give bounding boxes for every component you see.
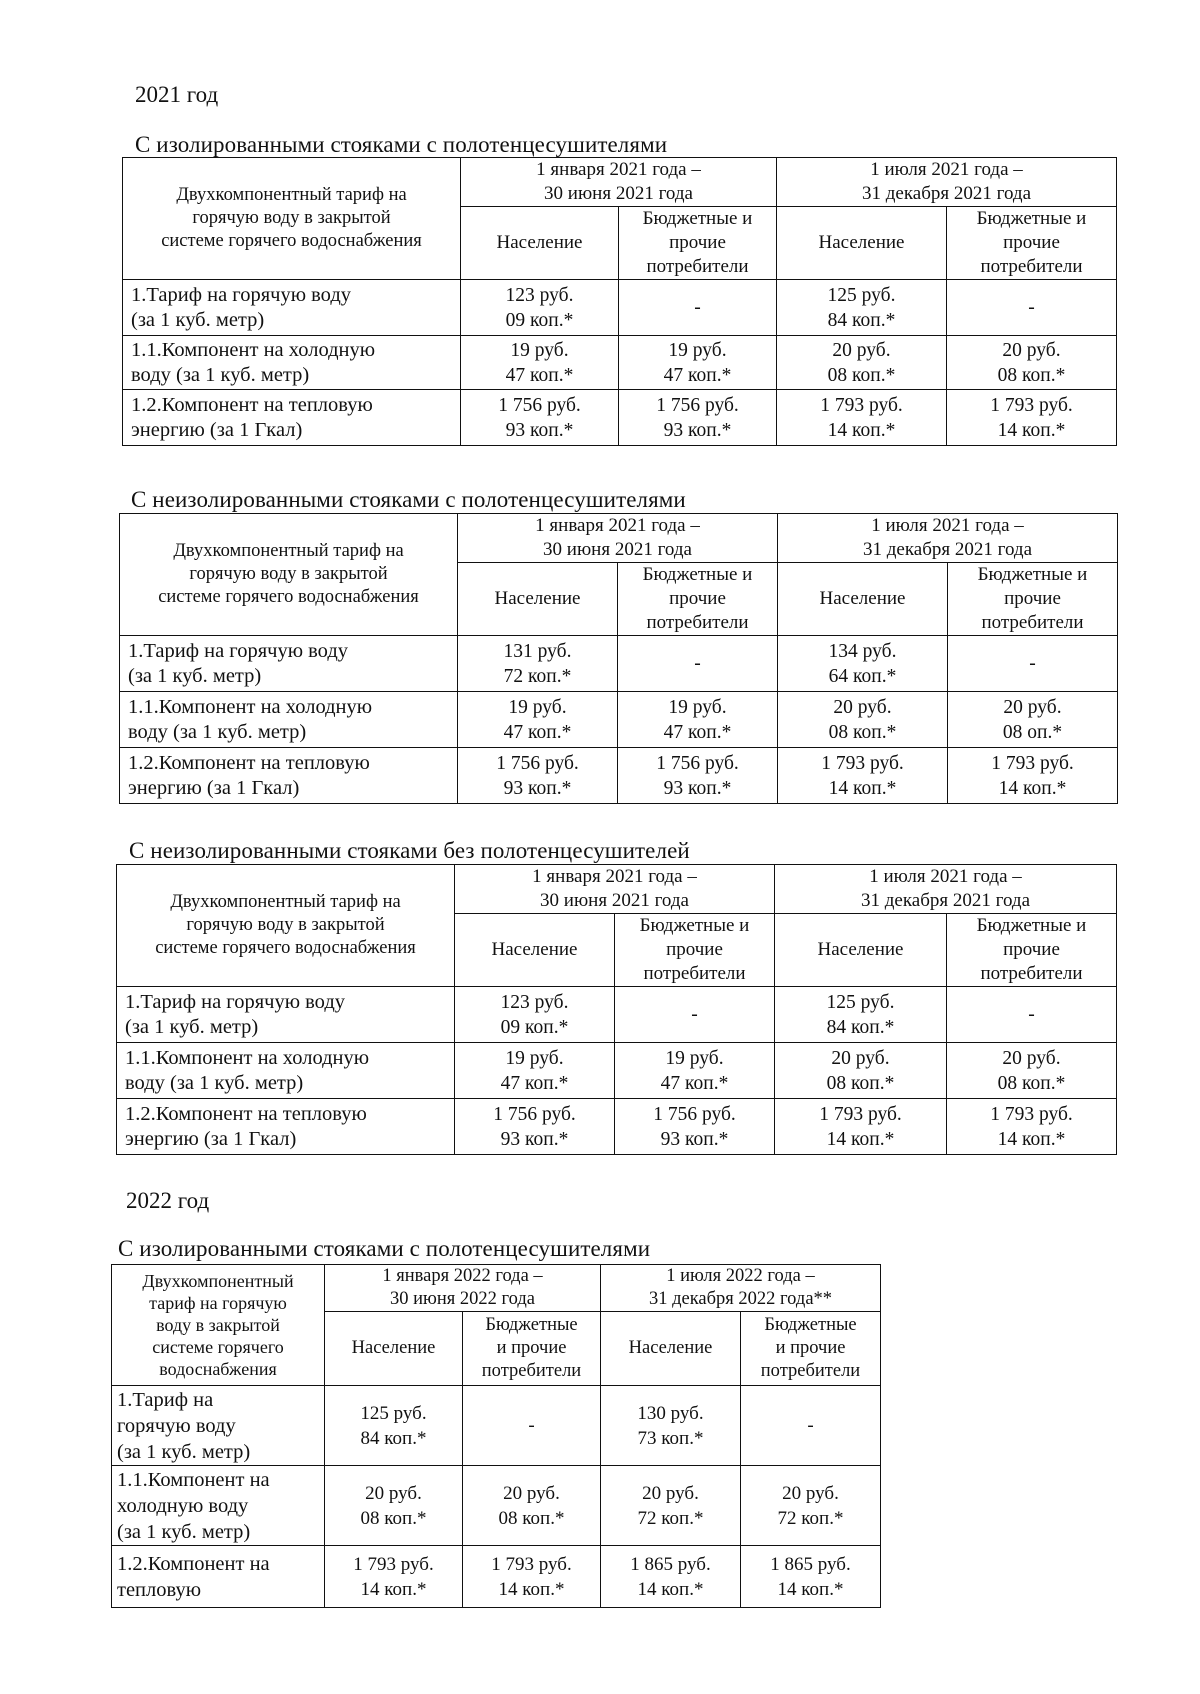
row-label	[117, 987, 455, 1043]
table-caption: С неизолированными стояками без полотенцесушителей	[129, 838, 690, 863]
tariff-value	[777, 390, 947, 446]
cell-line: 72 коп.*	[777, 1507, 844, 1529]
tariff-value	[458, 636, 618, 692]
table-row	[117, 1099, 1117, 1155]
subheader-population	[455, 914, 615, 987]
cell-line: Население	[819, 588, 906, 609]
cell-line: прочие	[669, 232, 726, 253]
cell-line: 1 756 руб.	[656, 752, 739, 774]
cell-line: 20 руб.	[1002, 339, 1061, 361]
cell-line: Население	[491, 939, 578, 960]
cell-line: 20 руб.	[833, 696, 892, 718]
cell-line: 72 коп.*	[503, 665, 572, 687]
cell-line: 30 июня 2021 года	[543, 539, 692, 560]
row-label	[120, 692, 458, 748]
cell-line: Население	[817, 939, 904, 960]
cell-line: 19 руб.	[505, 1047, 564, 1069]
cell-line: потребители	[980, 963, 1083, 984]
cell-line: 1 января 2021 года –	[535, 515, 700, 536]
cell-line: 131 руб.	[503, 640, 572, 662]
period-header	[455, 865, 775, 914]
tariff-value	[458, 748, 618, 804]
cell-line: -	[694, 653, 701, 674]
tariff-value	[775, 1099, 947, 1155]
cell-line: 1.1.Компонент на	[117, 1468, 270, 1491]
tariff-value	[458, 692, 618, 748]
cell-line: 31 декабря 2022 года**	[648, 1289, 833, 1309]
cell-line: 14 коп.*	[637, 1578, 704, 1600]
table-row	[117, 987, 1117, 1043]
cell-line: 20 руб.	[1003, 696, 1062, 718]
cell-line: (за 1 куб. метр)	[131, 308, 265, 331]
cell-line: прочие	[669, 588, 726, 609]
cell-line: 93 коп.*	[663, 777, 732, 799]
tariff-value	[325, 1466, 463, 1546]
cell-line: 64 коп.*	[828, 665, 897, 687]
cell-line: 125 руб.	[360, 1402, 427, 1424]
tariff-value	[947, 280, 1117, 336]
period-header	[778, 514, 1118, 563]
cell-line: 20 руб.	[1002, 1047, 1061, 1069]
cell-line: Население	[628, 1338, 713, 1358]
cell-line: Бюджетные	[764, 1315, 857, 1335]
tariff-value	[601, 1386, 741, 1466]
tariff-value	[455, 1043, 615, 1099]
subheader-population	[775, 914, 947, 987]
cell-line: энергию (за 1 Гкал)	[128, 776, 300, 799]
tariff-value	[461, 336, 619, 390]
cell-line: 1 января 2022 года –	[382, 1266, 543, 1286]
cell-line: 1 756 руб.	[496, 752, 579, 774]
cell-line: прочие	[1003, 232, 1060, 253]
cell-line: воду (за 1 куб. метр)	[128, 720, 307, 743]
cell-line: 1 865 руб.	[630, 1553, 711, 1575]
cell-line: 20 руб.	[832, 339, 891, 361]
cell-line: 08 коп.*	[997, 1072, 1066, 1094]
table-row	[123, 390, 1117, 446]
tariff-value	[948, 748, 1118, 804]
table-caption: С изолированными стояками с полотенцесушителями	[118, 1236, 651, 1261]
cell-line: (за 1 куб. метр)	[117, 1440, 251, 1463]
tariff-table	[116, 864, 1117, 1155]
cell-line: Бюджетные и	[639, 915, 750, 936]
cell-line: -	[1028, 1004, 1035, 1025]
cell-line: системе горячего водоснабжения	[161, 231, 422, 251]
cell-line: 20 руб.	[831, 1047, 890, 1069]
table-row	[120, 636, 1118, 692]
cell-line: 30 июня 2021 года	[540, 890, 689, 911]
cell-line: 1 756 руб.	[653, 1103, 736, 1125]
cell-line: 1 793 руб.	[821, 752, 904, 774]
cell-line: прочие	[1003, 939, 1060, 960]
subheader-budget	[615, 914, 775, 987]
cell-line: системе горячего водоснабжения	[155, 938, 416, 958]
cell-line: потребители	[481, 1361, 582, 1381]
cell-line: потребители	[646, 612, 749, 633]
cell-line: -	[694, 297, 701, 318]
cell-line: горячую воду в закрытой	[192, 208, 391, 228]
tariff-value	[618, 748, 778, 804]
cell-line: системе горячего водоснабжения	[158, 587, 419, 607]
cell-line: Население	[496, 232, 583, 253]
cell-line: 1 июля 2021 года –	[869, 866, 1022, 887]
cell-line: -	[528, 1415, 535, 1436]
cell-line: 47 коп.*	[505, 364, 574, 386]
row-label	[123, 280, 461, 336]
cell-line: 93 коп.*	[505, 419, 574, 441]
row-label	[120, 748, 458, 804]
cell-line: горячую воду в закрытой	[186, 915, 385, 935]
cell-line: 1.2.Компонент на тепловую	[131, 393, 373, 416]
cell-line: -	[1028, 297, 1035, 318]
cell-line: -	[1029, 653, 1036, 674]
cell-line: 31 декабря 2021 года	[863, 539, 1033, 560]
subheader-budget	[947, 914, 1117, 987]
cell-line: и прочие	[496, 1338, 567, 1358]
cell-line: 08 оп.*	[1002, 721, 1063, 743]
tariff-value	[741, 1546, 881, 1608]
cell-line: 72 коп.*	[637, 1507, 704, 1529]
tariff-value	[615, 1043, 775, 1099]
cell-line: 1 756 руб.	[656, 394, 739, 416]
tariff-value	[619, 280, 777, 336]
column-header-tariff	[123, 158, 461, 280]
cell-line: 1 января 2021 года –	[532, 866, 697, 887]
cell-line: 73 коп.*	[637, 1427, 704, 1449]
table-row	[112, 1386, 881, 1466]
cell-line: 1 793 руб.	[990, 1103, 1073, 1125]
cell-line: 1.Тариф на горячую воду	[131, 283, 352, 306]
cell-line: 14 коп.*	[997, 419, 1066, 441]
tariff-value	[461, 280, 619, 336]
cell-line: 47 коп.*	[503, 721, 572, 743]
header-row	[123, 158, 1117, 207]
cell-line: 14 коп.*	[360, 1578, 427, 1600]
column-header-tariff	[120, 514, 458, 636]
table-row	[117, 1043, 1117, 1099]
cell-line: 47 коп.*	[500, 1072, 569, 1094]
cell-line: 31 декабря 2021 года	[862, 183, 1032, 204]
cell-line: -	[691, 1004, 698, 1025]
table-row	[120, 692, 1118, 748]
cell-line: Население	[351, 1338, 436, 1358]
tariff-value	[601, 1546, 741, 1608]
table-row	[123, 336, 1117, 390]
cell-line: 20 руб.	[782, 1482, 839, 1504]
cell-line: 14 коп.*	[498, 1578, 565, 1600]
table-row	[112, 1466, 881, 1546]
cell-line: (за 1 куб. метр)	[125, 1015, 259, 1038]
cell-line: 08 коп.*	[826, 1072, 895, 1094]
header-row	[112, 1265, 881, 1312]
cell-line: Двухкомпонентный тариф на	[170, 892, 401, 912]
tariff-value	[455, 987, 615, 1043]
cell-line: Бюджетные	[485, 1315, 578, 1335]
column-header-tariff	[112, 1265, 325, 1386]
cell-line: 1 января 2021 года –	[536, 159, 701, 180]
cell-line: 30 июня 2022 года	[390, 1289, 535, 1309]
cell-line: (за 1 куб. метр)	[128, 664, 262, 687]
subheader-population	[778, 563, 948, 636]
cell-line: 47 коп.*	[663, 721, 732, 743]
cell-line: 1 июля 2021 года –	[870, 159, 1023, 180]
subheader-population	[458, 563, 618, 636]
tariff-value	[777, 280, 947, 336]
cell-line: Бюджетные и	[976, 208, 1087, 229]
row-label	[112, 1466, 325, 1546]
cell-line: 1 793 руб.	[990, 394, 1073, 416]
cell-line: 1 июля 2021 года –	[871, 515, 1024, 536]
tariff-value	[325, 1386, 463, 1466]
cell-line: тариф на горячую	[149, 1293, 287, 1313]
tariff-table	[119, 513, 1118, 804]
subheader-budget	[463, 1312, 601, 1386]
tariff-value	[947, 390, 1117, 446]
cell-line: 1 756 руб.	[498, 394, 581, 416]
tariff-value	[778, 692, 948, 748]
cell-line: 20 руб.	[365, 1482, 422, 1504]
period-header	[325, 1265, 601, 1312]
year-heading-2021: 2021 год	[135, 82, 219, 107]
cell-line: энергию (за 1 Гкал)	[131, 418, 303, 441]
header-row	[120, 514, 1118, 563]
tariff-value	[948, 636, 1118, 692]
subheader-population	[777, 207, 947, 280]
cell-line: тепловую	[117, 1578, 202, 1601]
cell-line: 93 коп.*	[500, 1128, 569, 1150]
table-caption: С неизолированными стояками с полотенцесушителями	[131, 487, 686, 512]
cell-line: Двухкомпонентный тариф на	[173, 541, 404, 561]
tariff-value	[463, 1546, 601, 1608]
cell-line: энергию (за 1 Гкал)	[125, 1127, 297, 1150]
tariff-value	[618, 636, 778, 692]
cell-line: 1.2.Компонент на тепловую	[125, 1102, 367, 1125]
cell-line: 125 руб.	[826, 991, 895, 1013]
subheader-population	[461, 207, 619, 280]
table-caption: С изолированными стояками с полотенцесушителями	[135, 132, 668, 157]
cell-line: горячую воду в закрытой	[189, 564, 388, 584]
cell-line: прочие	[666, 939, 723, 960]
cell-line: 1.1.Компонент на холодную	[131, 338, 376, 361]
cell-line: 1 865 руб.	[770, 1553, 851, 1575]
tariff-table	[122, 157, 1117, 446]
row-label	[123, 390, 461, 446]
cell-line: 14 коп.*	[827, 419, 896, 441]
cell-line: 93 коп.*	[660, 1128, 729, 1150]
row-label	[120, 636, 458, 692]
tariff-table	[111, 1264, 881, 1608]
cell-line: воду в закрытой	[156, 1315, 280, 1335]
cell-line: 1.1.Компонент на холодную	[128, 695, 373, 718]
cell-line: 09 коп.*	[505, 309, 574, 331]
period-header	[601, 1265, 881, 1312]
tariff-value	[455, 1099, 615, 1155]
period-header	[458, 514, 778, 563]
cell-line: (за 1 куб. метр)	[117, 1520, 251, 1543]
tariff-value	[947, 987, 1117, 1043]
cell-line: 1 793 руб.	[353, 1553, 434, 1575]
cell-line: 84 коп.*	[826, 1016, 895, 1038]
tariff-value	[775, 987, 947, 1043]
cell-line: 19 руб.	[665, 1047, 724, 1069]
cell-line: потребители	[981, 612, 1084, 633]
subheader-budget	[741, 1312, 881, 1386]
tariff-value	[741, 1466, 881, 1546]
cell-line: -	[807, 1415, 814, 1436]
cell-line: 08 коп.*	[827, 364, 896, 386]
column-header-tariff	[117, 865, 455, 987]
cell-line: 123 руб.	[500, 991, 569, 1013]
cell-line: Бюджетные и	[642, 564, 753, 585]
cell-line: 1.2.Компонент на	[117, 1552, 270, 1575]
row-label	[117, 1099, 455, 1155]
cell-line: Население	[494, 588, 581, 609]
cell-line: Двухкомпонентный	[142, 1271, 294, 1291]
cell-line: 09 коп.*	[500, 1016, 569, 1038]
cell-line: 20 руб.	[503, 1482, 560, 1504]
tariff-value	[778, 748, 948, 804]
cell-line: водоснабжения	[159, 1359, 277, 1379]
row-label	[123, 336, 461, 390]
subheader-population	[325, 1312, 463, 1386]
cell-line: Бюджетные и	[977, 564, 1088, 585]
cell-line: холодную воду	[117, 1494, 249, 1517]
year-heading-2022: 2022 год	[126, 1188, 210, 1213]
cell-line: 84 коп.*	[827, 309, 896, 331]
cell-line: 1 793 руб.	[491, 1553, 572, 1575]
cell-line: 130 руб.	[637, 1402, 704, 1424]
cell-line: 1 756 руб.	[493, 1103, 576, 1125]
tariff-value	[461, 390, 619, 446]
tariff-value	[775, 1043, 947, 1099]
tariff-value	[615, 1099, 775, 1155]
cell-line: 08 коп.*	[360, 1507, 427, 1529]
cell-line: 1 793 руб.	[991, 752, 1074, 774]
cell-line: 14 коп.*	[826, 1128, 895, 1150]
cell-line: Бюджетные и	[642, 208, 753, 229]
cell-line: 1.Тариф на горячую воду	[128, 639, 349, 662]
subheader-budget	[948, 563, 1118, 636]
tariff-value	[778, 636, 948, 692]
cell-line: Бюджетные и	[976, 915, 1087, 936]
cell-line: воду (за 1 куб. метр)	[131, 363, 310, 386]
tariff-value	[947, 1043, 1117, 1099]
cell-line: 31 декабря 2021 года	[861, 890, 1031, 911]
header-row	[117, 865, 1117, 914]
tariff-value	[948, 692, 1118, 748]
tariff-value	[947, 1099, 1117, 1155]
table-row	[123, 280, 1117, 336]
row-label	[117, 1043, 455, 1099]
tariff-value	[601, 1466, 741, 1546]
cell-line: прочие	[1004, 588, 1061, 609]
cell-line: 1 июля 2022 года –	[666, 1266, 815, 1286]
cell-line: горячую воду	[117, 1414, 236, 1437]
period-header	[775, 865, 1117, 914]
cell-line: 93 коп.*	[663, 419, 732, 441]
cell-line: 14 коп.*	[997, 1128, 1066, 1150]
row-label	[112, 1546, 325, 1608]
tariff-value	[741, 1386, 881, 1466]
tariff-value	[615, 987, 775, 1043]
tariff-value	[619, 390, 777, 446]
cell-line: потребители	[760, 1361, 861, 1381]
cell-line: потребители	[646, 256, 749, 277]
table-row	[120, 748, 1118, 804]
cell-line: 123 руб.	[505, 284, 574, 306]
cell-line: 134 руб.	[828, 640, 897, 662]
cell-line: 1.Тариф на горячую воду	[125, 990, 346, 1013]
cell-line: системе горячего	[152, 1337, 284, 1357]
period-header	[461, 158, 777, 207]
cell-line: 14 коп.*	[777, 1578, 844, 1600]
cell-line: 84 коп.*	[360, 1427, 427, 1449]
cell-line: 19 руб.	[668, 696, 727, 718]
cell-line: 08 коп.*	[997, 364, 1066, 386]
cell-line: 08 коп.*	[498, 1507, 565, 1529]
tariff-value	[777, 336, 947, 390]
cell-line: 93 коп.*	[503, 777, 572, 799]
cell-line: 1 793 руб.	[819, 1103, 902, 1125]
tariff-value	[619, 336, 777, 390]
cell-line: 125 руб.	[827, 284, 896, 306]
cell-line: 47 коп.*	[663, 364, 732, 386]
cell-line: 14 коп.*	[998, 777, 1067, 799]
cell-line: 19 руб.	[510, 339, 569, 361]
cell-line: 19 руб.	[508, 696, 567, 718]
subheader-budget	[619, 207, 777, 280]
cell-line: Двухкомпонентный тариф на	[176, 185, 407, 205]
tariff-value	[618, 692, 778, 748]
cell-line: Население	[818, 232, 905, 253]
table-row	[112, 1546, 881, 1608]
subheader-population	[601, 1312, 741, 1386]
subheader-budget	[618, 563, 778, 636]
tariff-value	[463, 1386, 601, 1466]
cell-line: 1.1.Компонент на холодную	[125, 1046, 370, 1069]
cell-line: потребители	[980, 256, 1083, 277]
cell-line: 1.Тариф на	[117, 1388, 214, 1411]
cell-line: 20 руб.	[642, 1482, 699, 1504]
cell-line: 19 руб.	[668, 339, 727, 361]
cell-line: 1 793 руб.	[820, 394, 903, 416]
period-header	[777, 158, 1117, 207]
cell-line: 08 коп.*	[828, 721, 897, 743]
cell-line: 47 коп.*	[660, 1072, 729, 1094]
row-label	[112, 1386, 325, 1466]
cell-line: 1.2.Компонент на тепловую	[128, 751, 370, 774]
cell-line: потребители	[643, 963, 746, 984]
cell-line: и прочие	[775, 1338, 846, 1358]
tariff-value	[947, 336, 1117, 390]
cell-line: 30 июня 2021 года	[544, 183, 693, 204]
cell-line: 14 коп.*	[828, 777, 897, 799]
tariff-value	[463, 1466, 601, 1546]
cell-line: воду (за 1 куб. метр)	[125, 1071, 304, 1094]
subheader-budget	[947, 207, 1117, 280]
tariff-value	[325, 1546, 463, 1608]
